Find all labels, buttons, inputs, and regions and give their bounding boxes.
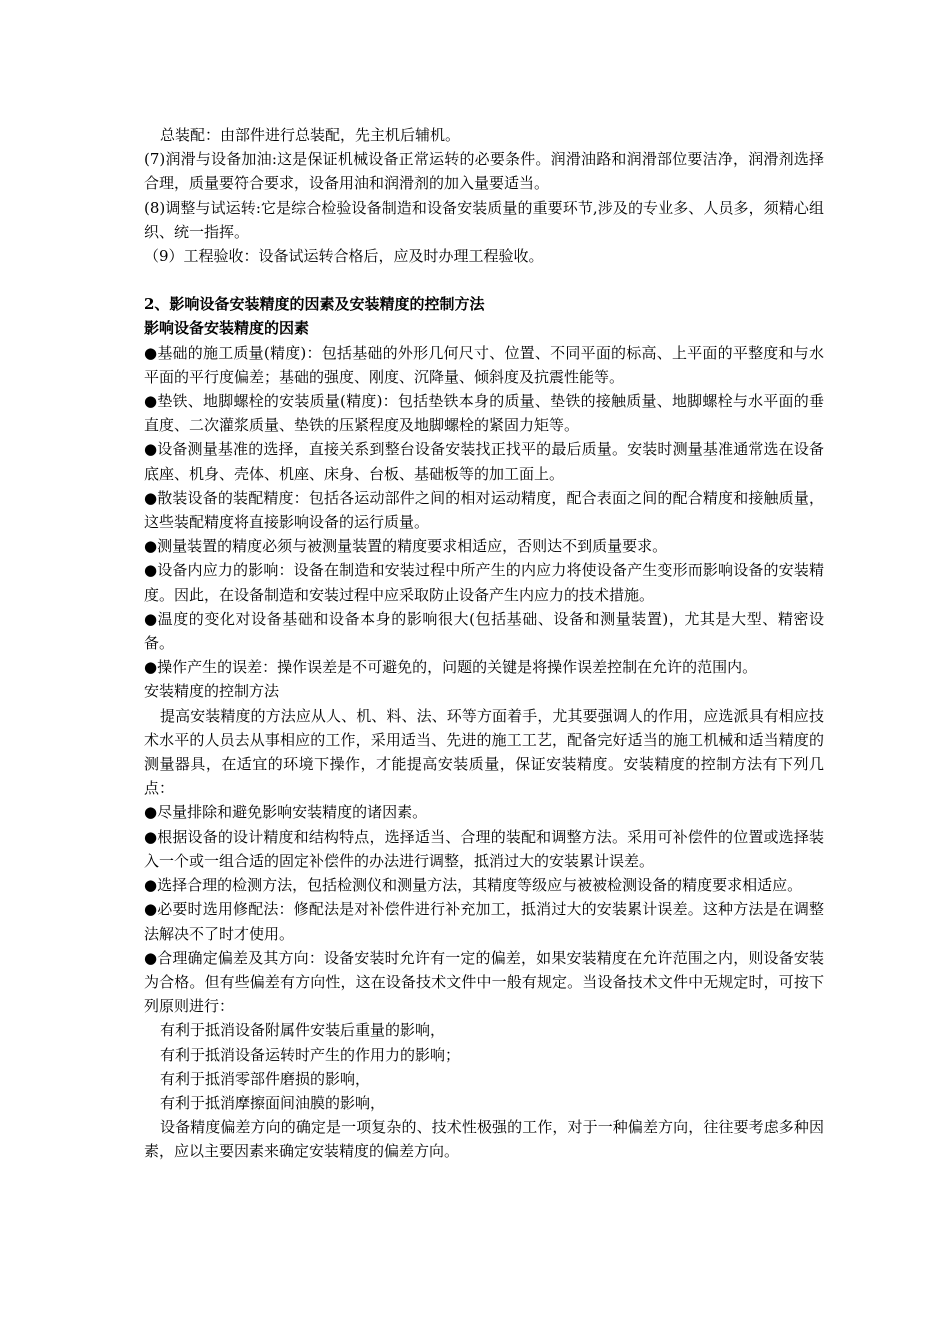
factor-item: ●设备测量基准的选择，直接关系到整台设备安装找正找平的最后质量。安装时测量基准通常选在设备底座、机身、壳体、机座、床身、台板、基础板等的加工面上。 bbox=[144, 440, 824, 483]
control-item: ●选择合理的检测方法，包括检测仪和测量方法，其精度等级应与被被检测设备的精度要求相适应。 bbox=[144, 876, 803, 895]
factors-heading: 影响设备安装精度的因素 bbox=[144, 319, 310, 338]
control-item: ●根据设备的设计精度和结构特点，选择适当、合理的装配和调整方法。采用可补偿件的位置或选择装入一个或一组合适的固定补偿件的办法进行调整，抵消过大的安装累计误差。 bbox=[144, 827, 824, 870]
factor-item: ●操作产生的误差：操作误差是不可避免的，问题的关键是将操作误差控制在允许的范围内。 bbox=[144, 658, 758, 677]
factor-item: ●测量装置的精度必须与被测量装置的精度要求相适应，否则达不到质量要求。 bbox=[144, 537, 668, 556]
factor-item: ●设备内应力的影响：设备在制造和安装过程中所产生的内应力将使设备产生变形而影响设备的安装精度。因此，在设备制造和安装过程中应采取防止设备产生内应力的技术措施。 bbox=[144, 561, 824, 604]
principle-item: 有利于抵消零部件磨损的影响， bbox=[160, 1069, 371, 1088]
control-heading: 安装精度的控制方法 bbox=[144, 682, 280, 701]
closing-paragraph: 设备精度偏差方向的确定是一项复杂的、技术性极强的工作，对于一种偏差方向，往往要考虑多种因素，应以主要因素来确定安装精度的偏差方向。 bbox=[144, 1118, 824, 1161]
paragraph-final-assembly: 总装配：由部件进行总装配，先主机后辅机。 bbox=[160, 126, 461, 144]
control-item: ●尽量排除和避免影响安装精度的诸因素。 bbox=[144, 803, 428, 822]
principle-item: 有利于抵消设备运转时产生的作用力的影响； bbox=[160, 1045, 461, 1064]
section-heading: 2、影响设备安装精度的因素及安装精度的控制方法 bbox=[144, 295, 485, 314]
factor-item: ●温度的变化对设备基础和设备本身的影响很大(包括基础、设备和测量装置)，尤其是大型、精密设备。 bbox=[144, 609, 824, 653]
control-item: ●合理确定偏差及其方向：设备安装时允许有一定的偏差，如果安装精度在允许范围之内，则设备安装为合格。但有些偏差有方向性，这在设备技术文件中一般有规定。当设备技术文件中无规定时，可按下列原则进行： bbox=[144, 948, 824, 1016]
control-intro-paragraph: 提高安装精度的方法应从人、机、料、法、环等方面着手，尤其要强调人的作用，应选派具有相应技术水平的人员去从事相应的工作，采用适当、先进的施工工艺，配备完好适当的施工机械和适当精度的测量器具，在适宜的环境下操作，才能提高安装质量，保证安装精度。安装精度的控制方法有下列几点： bbox=[144, 706, 824, 798]
control-item: ●必要时选用修配法：修配法是对补偿件进行补充加工，抵消过大的安装累计误差。这种方法是在调整法解决不了时才使用。 bbox=[144, 900, 824, 943]
factor-item: ●基础的施工质量(精度)：包括基础的外形几何尺寸、位置、不同平面的标高、上平面的平整度和与水平面的平行度偏差；基础的强度、刚度、沉降量、倾斜度及抗震性能等。 bbox=[144, 343, 824, 386]
principle-item: 有利于抵消设备附属件安装后重量的影响， bbox=[160, 1021, 446, 1040]
paragraph-lubrication: (7)润滑与设备加油:这是保证机械设备正常运转的必要条件。润滑油路和润滑部位要洁净，润滑剂选择合理，质量要符合要求，设备用油和润滑剂的加入量要适当。 bbox=[144, 150, 824, 193]
document-body bbox=[144, 123, 824, 1164]
paragraph-acceptance: （9）工程验收：设备试运转合格后，应及时办理工程验收。 bbox=[144, 247, 544, 266]
paragraph-adjustment: (8)调整与试运转:它是综合检验设备制造和设备安装质量的重要环节,涉及的专业多、人员多，须精心组织、统一指挥。 bbox=[144, 198, 824, 241]
blank-line bbox=[144, 268, 824, 292]
principle-item: 有利于抵消摩擦面间油膜的影响， bbox=[160, 1093, 386, 1112]
factor-item: ●垫铁、地脚螺栓的安装质量(精度)：包括垫铁本身的质量、垫铁的接触质量、地脚螺栓与水平面的垂直度、二次灌浆质量、垫铁的压紧程度及地脚螺栓的紧固力矩等。 bbox=[144, 392, 824, 435]
factor-item: ●散装设备的装配精度：包括各运动部件之间的相对运动精度，配合表面之间的配合精度和接触质量，这些装配精度将直接影响设备的运行质量。 bbox=[144, 488, 824, 532]
